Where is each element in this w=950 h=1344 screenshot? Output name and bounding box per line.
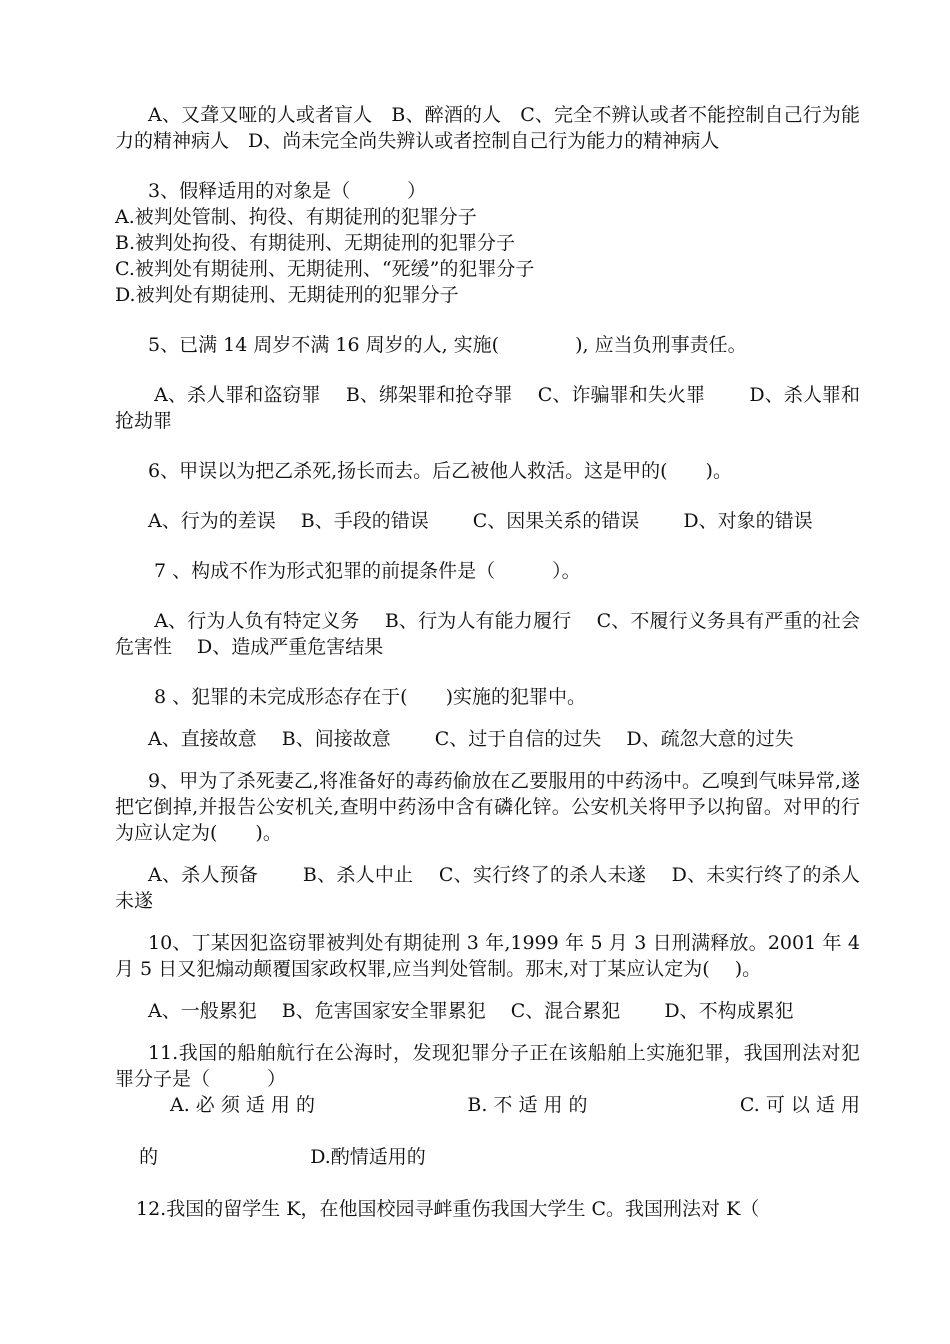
q9-options: A、杀人预备 B、杀人中止 C、实行终了的杀人未遂 D、未实行终了的杀人未遂 [115,864,860,912]
question-12: 12.我国的留学生 K，在他国校园寻衅重伤我国大学生 C。我国刑法对 K（ [136,1198,760,1220]
question-7: 7 、构成不作为形式犯罪的前提条件是（ ）。 [148,560,581,582]
q6-options: A、行为的差误 B、手段的错误 C、因果关系的错误 D、对象的错误 [148,510,813,532]
q3-option-b: B.被判处拘役、有期徒刑、无期徒刑的犯罪分子 [115,232,516,254]
q11-option-d: D.酌情适用的 [310,1146,426,1168]
question-11: 11.我国的船舶航行在公海时，发现犯罪分子正在该船舶上实施犯罪，我国刑法对犯罪分子是（ ） [115,1042,860,1090]
question-3: 3、假释适用的对象是（ ） [148,180,427,202]
question-10: 10、丁某因犯盗窃罪被判处有期徒刑 3 年,1999 年 5 月 3 日刑满释放。2001 年 4 月 5 日又犯煽动颠覆国家政权罪,应当判处管制。那末,对丁某应认定为( )。 [115,932,867,980]
q5-options: A、杀人罪和盗窃罪 B、绑架罪和抢夺罪 C、诈骗罪和失火罪 D、杀人罪和抢劫罪 [115,384,860,432]
q10-options: A、一般累犯 B、危害国家安全罪累犯 C、混合累犯 D、不构成累犯 [148,1000,794,1022]
q7-options: A、行为人负有特定义务 B、行为人有能力履行 C、不履行义务具有严重的社会危害性 D、造成严重危害结果 [115,610,860,658]
q11-option-b: B. 不 适 用 的 [467,1094,588,1116]
question-8: 8 、犯罪的未完成形态存在于( )实施的犯罪中。 [148,686,587,708]
q11-option-c-tail: 的 [139,1146,159,1168]
q11-option-a: A. 必 须 适 用 的 [170,1094,315,1116]
q11-options-row-2 [115,1118,860,1196]
question-9: 9、甲为了杀死妻乙,将准备好的毒药偷放在乙要服用的中药汤中。乙嗅到气味异常,遂把它倒掉,并报告公安机关,查明中药汤中含有磷化锌。公安机关将甲予以拘留。对甲的行为应认定为( )。 [115,770,860,844]
q8-options: A、直接故意 B、间接故意 C、过于自信的过失 D、疏忽大意的过失 [148,728,794,750]
q3-option-c: C.被判处有期徒刑、无期徒刑、“死缓”的犯罪分子 [115,258,535,280]
options-q2: A、又聋又哑的人或者盲人 B、醉酒的人 C、完全不辨认或者不能控制自己行为能力的精神病人 D、尚未完全尚失辨认或者控制自己行为能力的精神病人 [115,104,860,152]
question-5: 5、已满 14 周岁不满 16 周岁的人, 实施( ), 应当负刑事责任。 [148,334,747,356]
question-6: 6、甲误以为把乙杀死,扬长而去。后乙被他人救活。这是甲的( )。 [148,460,732,482]
q3-option-d: D.被判处有期徒刑、无期徒刑的犯罪分子 [115,284,459,306]
document-page [115,102,867,1222]
q3-option-a: A.被判处管制、拘役、有期徒刑的犯罪分子 [115,206,477,228]
q11-option-c: C. 可 以 适 用 [739,1094,860,1116]
q11-options-row [115,1092,860,1118]
